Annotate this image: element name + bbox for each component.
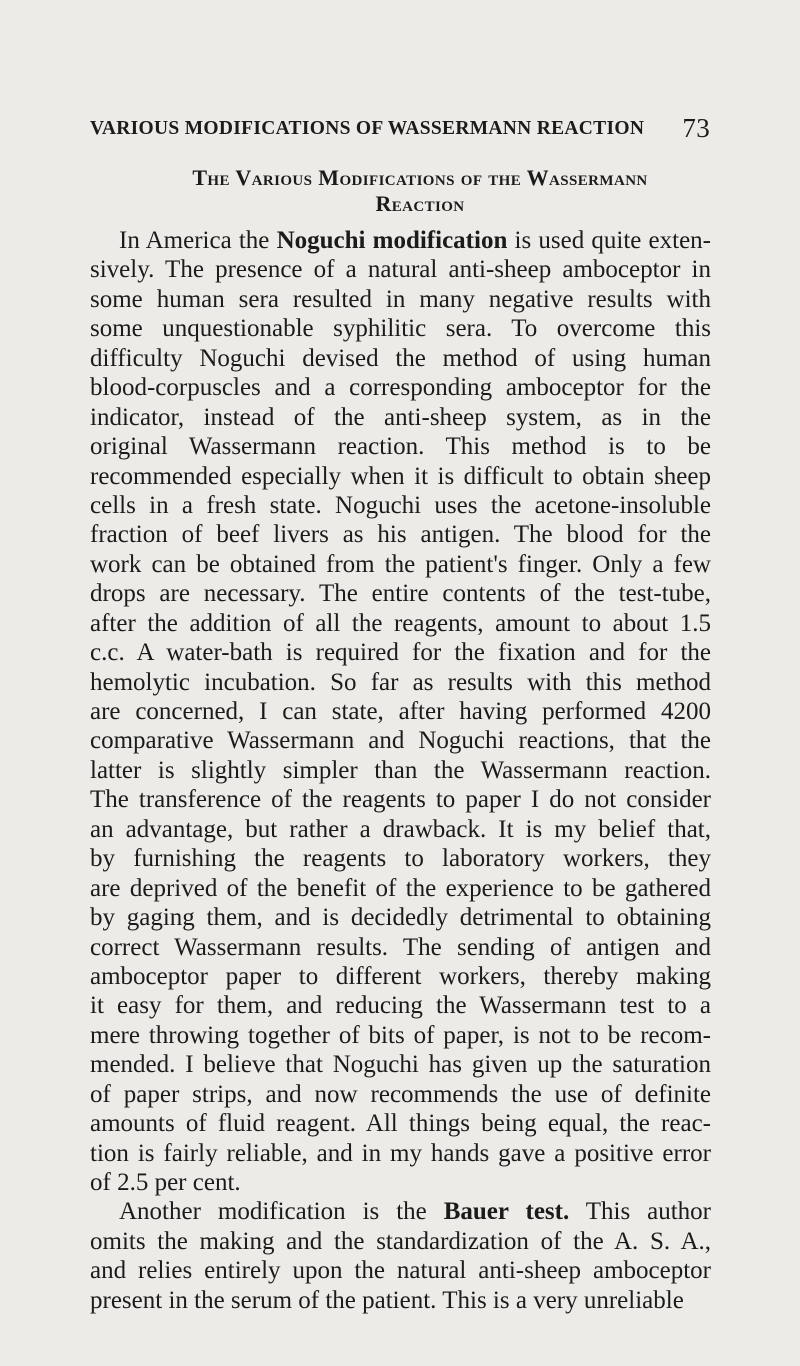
paragraph-noguchi (90, 226, 711, 1197)
text-line: correct Wassermann results. The sending of antigen and (90, 933, 711, 961)
body-text (90, 226, 711, 1315)
running-head-title: VARIOUS MODIFICATIONS OF WASSERMANN REACTION (90, 118, 645, 139)
text-line: amboceptor paper to different workers, thereby making (90, 962, 711, 990)
text-line: it easy for them, and reducing the Wassermann test to a (90, 992, 711, 1020)
section-heading-line-2: Reaction (375, 191, 465, 216)
text-line: original Wassermann reaction. This method is to be (90, 433, 711, 461)
text-run: is used quite exten- (507, 227, 711, 254)
text-line (90, 226, 711, 255)
text-line: mere throwing together of bits of paper, is not to be recom- (90, 1021, 711, 1049)
text-line: drops are necessary. The entire contents of the test-tube, (90, 580, 711, 608)
text-line: present in the serum of the patient. This is a very unreliable (90, 1286, 684, 1314)
text-line: are deprived of the benefit of the experience to be gathered (90, 874, 711, 902)
text-run: In America the (119, 227, 277, 254)
section-heading-line-1: The Various Modifications of the Wassermann (192, 165, 648, 190)
text-line: hemolytic incubation. So far as results with this method (90, 668, 711, 696)
section-heading (100, 165, 740, 217)
text-line: fraction of beef livers as his antigen. The blood for the (90, 521, 711, 549)
text-line: omits the making and the standardization of the A. S. A., (90, 1227, 711, 1255)
text-line: an advantage, but rather a drawback. It is my belief that, (90, 815, 711, 843)
text-run: This author (569, 1198, 711, 1226)
text-line: work can be obtained from the patient's finger. Only a few (90, 550, 711, 578)
text-line: latter is slightly simpler than the Wassermann reaction. (90, 756, 711, 784)
running-head (90, 113, 710, 148)
paragraph-bauer (90, 1197, 711, 1315)
text-line (90, 1197, 711, 1226)
bold-term: Bauer test. (443, 1198, 570, 1226)
text-line: difficulty Noguchi devised the method of using human (90, 344, 711, 372)
text-line: after the addition of all the reagents, amount to about 1.5 (90, 609, 711, 637)
text-line: blood-corpuscles and a corresponding amboceptor for the (90, 374, 711, 402)
text-line: cells in a fresh state. Noguchi uses the acetone-insoluble (90, 491, 711, 519)
text-line: some unquestionable syphilitic sera. To overcome this (90, 315, 711, 343)
text-line: comparative Wassermann and Noguchi reactions, that the (90, 727, 711, 755)
text-line: tion is fairly reliable, and in my hands gave a positive error (90, 1139, 711, 1167)
text-line: of 2.5 per cent. (90, 1169, 241, 1196)
text-line: amounts of fluid reagent. All things being equal, the reac- (90, 1110, 711, 1138)
text-line: c.c. A water-bath is required for the fixation and for the (90, 639, 711, 667)
bold-term: Noguchi modification (276, 227, 508, 254)
text-line: The transference of the reagents to paper I do not consider (90, 786, 711, 814)
text-line: mended. I believe that Noguchi has given up the saturation (90, 1051, 711, 1079)
text-line: and relies entirely upon the natural anti-sheep amboceptor (90, 1257, 711, 1285)
text-line: recommended especially when it is difficult to obtain sheep (90, 462, 711, 490)
text-line: sively. The presence of a natural anti-sheep amboceptor in (90, 256, 711, 284)
text-line: indicator, instead of the anti-sheep system, as in the (90, 403, 711, 431)
text-line: by furnishing the reagents to laboratory workers, they (90, 845, 711, 873)
text-line: by gaging them, and is decidedly detrimental to obtaining (90, 904, 711, 932)
text-run: Another modification is the (119, 1198, 444, 1226)
text-line: are concerned, I can state, after having performed 4200 (90, 698, 711, 725)
text-line: some human sera resulted in many negative results with (90, 285, 711, 313)
text-line: of paper strips, and now recommends the use of definite (90, 1080, 711, 1108)
page-number: 73 (682, 113, 710, 143)
